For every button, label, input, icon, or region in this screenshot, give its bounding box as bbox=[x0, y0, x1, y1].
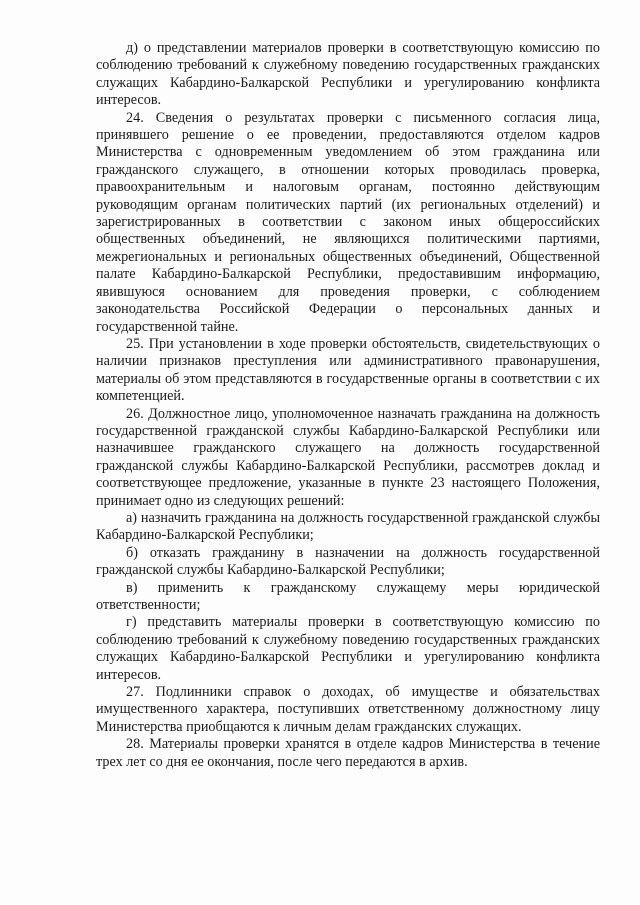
paragraph-28-archive: 28. Материалы проверки хранятся в отделе кадров Министерства в течение трех лет со дня ее окончания, после чего передаются в архив. bbox=[96, 736, 600, 770]
decision-option-b: б) отказать гражданину в назначении на должность государственной гражданской службы Кабардино-Балкарской Республики; bbox=[96, 544, 600, 579]
paragraph-27-originals: 27. Подлинники справок о доходах, об имуществе и обязательствах имущественного характера, поступивших ответственному должностному лицу Министерства приобщаются к личным делам гражданских служащих. bbox=[96, 684, 600, 735]
decision-option-v: в) применить к гражданскому служащему меры юридической ответственности; bbox=[96, 579, 600, 613]
decision-option-g: г) представить материалы проверки в соответствующую комиссию по соблюдению требований к служебному поведению государственных гражданских служащих Кабардино-Балкарской Республики и урегулированию конфликта интересов. bbox=[96, 614, 600, 683]
paragraph-24-results: 24. Сведения о результатах проверки с письменного согласия лица, принявшего решение о ее проведении, предоставляются отделом кадров Министерства с одновременным уведомлением об этом гражданина или гражданского служащего, в отношении которых проводилась проверка, правоохранительным и налоговым органам, постоянно действующим руководящим органам политических партий (их региональных отделений) и зарегистрированных в соответствии с законом иных общероссийских общественных объединений, не являющихся политическими партиями, межрегиональных и региональных общественных объединений, Общественной палате Кабардино-Балкарской Республики, предоставившим информацию, явившуюся основанием для проведения проверки, с соблюдением законодательства Российской Федерации о персональных данных и государственной тайне. bbox=[96, 109, 600, 335]
decision-option-a: а) назначить гражданина на должность государственной гражданской службы Кабардино-Балкарской Республики; bbox=[96, 509, 600, 544]
paragraph-d-commission: д) о представлении материалов проверки в соответствующую комиссию по соблюдению требований к служебному поведению государственных гражданских служащих Кабардино-Балкарской Республики и урегулированию конфликта интересов. bbox=[96, 40, 600, 109]
paragraph-25-circumstances: 25. При установлении в ходе проверки обстоятельств, свидетельствующих о наличии признаков преступления или административного правонарушения, материалы об этом представляются в государственные органы в соответствии с их компетенцией. bbox=[96, 335, 600, 405]
paragraph-26-decision: 26. Должностное лицо, уполномоченное назначать гражданина на должность государственной гражданской службы Кабардино-Балкарской Республики или назначившее гражданского служащего на должность государственной гражданской службы Кабардино-Балкарской Республики, рассмотрев доклад и соответствующее предложение, указанные в пункте 23 настоящего Положения, принимает одно из следующих решений: bbox=[96, 405, 600, 509]
document-body bbox=[96, 40, 600, 771]
